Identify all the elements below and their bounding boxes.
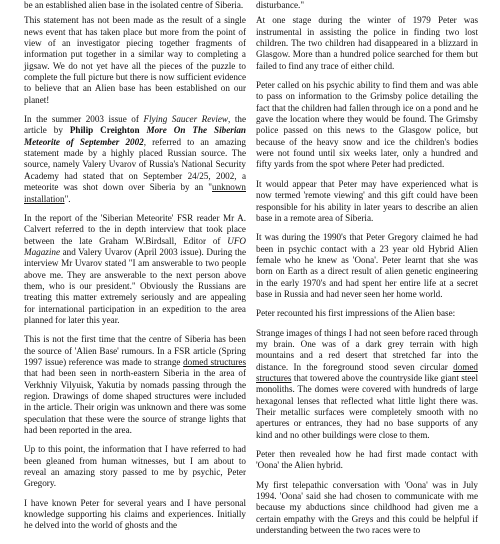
underlined-phrase: unknown installation	[24, 182, 246, 204]
text-run: In the report of the 'Siberian Meteorite' FSR reader Mr A. Calvert referred to the in depth interview that took place between the late Graham W.Birdsall, Editor of	[24, 212, 246, 246]
text-run	[140, 125, 147, 135]
right-column	[256, 0, 478, 544]
paragraph: Up to this point, the information that I have referred to had been gleaned from human witnesses, but I am about to reveal an amazing story passed to me by psychic, Peter Gregory.	[24, 444, 246, 489]
magazine-title: UFO Magazine	[24, 235, 246, 257]
paragraph: It would appear that Peter may have experienced what is now termed 'remote viewing' and this gift could have been responsible for his ability in later years to describe an alien base in a remote area of Siberia.	[256, 178, 478, 223]
text-run: that had been seen in north-eastern Siberia in the area of Verkhniy Vilyuisk, Yakutia by nomads passing through the region. Drawings of dome shaped structures were included in the article. Their origin was unknown and there was some speculation that these were the source of strange lights that had been reported in the area.	[24, 368, 246, 436]
author-name: Philip Creighton	[69, 125, 140, 136]
paragraph: Peter recounted his first impressions of the Alien base:	[256, 308, 456, 319]
quoted-paragraph: My first telepathic conversation with 'Oona' was in July 1994. 'Oona' said she had chosen to communicate with me because my abductions since childhood had given me a certain empathy with the Greys and this could be helpful if understanding between the two races were to	[256, 479, 478, 536]
paragraph: Peter called on his psychic ability to find them and was able to pass on information to the Grimsby police detailing the fact that the children had fallen through ice on a pond and he gave the location where they would be found. The Grimsby police passed on this news to the Glasgow police, but because of the heavy snow and ice the children's bodies were not found until six weeks later, only a hundred and fifty yards from the spot where Peter had predicted.	[256, 80, 478, 170]
paragraph	[24, 114, 246, 205]
text-run: In the summer 2003 issue of	[24, 114, 144, 125]
underlined-phrase: domed structures	[183, 356, 246, 367]
paragraph: be an established alien base in the isolated centre of Siberia.	[24, 0, 244, 10]
paragraph: This statement has not been made as the result of a single news event that has taken place but more from the point of view of an investigator piecing together fragments of information put together in a similar way to completing a jigsaw. We do not yet have all the pieces of the puzzle to complete the full picture but there is now sufficient evidence to believe that an Alien base has been established on our planet!	[24, 15, 246, 105]
paragraph	[24, 334, 246, 436]
text-run: This is not the first time that the centre of Siberia has been the source of 'Alien Base' rumours. In a FSR article (Spring 1997 issue) reference was made to strange	[24, 334, 246, 367]
paragraph: At one stage during the winter of 1979 Peter was instrumental in assisting the police in finding two lost children. The two children had disappeared in a blizzard in Glasgow. More than a hundred police searched for them but failed to find any trace of either child.	[256, 15, 478, 71]
text-run: ".	[64, 193, 71, 204]
text-run: and Valery Uvarov (April 2003 issue). During the interview Mr Uvarov stated "I am answerable to two people above me. They are answerable to the next person above them, who is our president." Obviously the Russians are treating this matter extremely seriously and are appealing for international participation in an expedition to the area planned for later this year.	[24, 246, 246, 325]
text-run: Strange images of things I had not seen before raced through my brain. One was of a dark grey terrain with high mountains and a red desert that stretched far into the distance. In the foreground stood seven circular	[256, 327, 478, 372]
quoted-paragraph	[256, 328, 478, 441]
paragraph	[24, 213, 246, 326]
paragraph: disturbance."	[256, 0, 305, 10]
paragraph: I have known Peter for several years and I have personal knowledge supporting his claims and experiences. Initially he delved into the world of ghosts and the	[24, 497, 246, 531]
text-run: , the article by	[24, 114, 246, 136]
paragraph: Peter then revealed how he had first made contact with 'Oona' the Alien hybrid.	[256, 449, 478, 471]
text-run: , referred to an amazing statement made by a highly placed Russian source. The source, namely Valery Uvarov of Russia's National Security Academy had stated that on September 24/25, 2002, a meteorite was shot down over Siberia by an "	[24, 136, 246, 193]
article-title: More On The Siberian Meteorite of September 2002	[24, 125, 246, 147]
left-column	[24, 0, 246, 540]
paragraph: It was during the 1990's that Peter Gregory claimed he had been in psychic contact with a 23 year old Hybrid Alien female who he knew as 'Oona'. Peter learnt that she was born on Earth as a direct result of alien genetic engineering in the early 1970's and had spent her entire life at a secret base in Russia and had never seen her home world.	[256, 232, 478, 299]
magazine-title: Flying Saucer Review	[143, 114, 229, 125]
underlined-phrase: domed structures	[256, 361, 478, 383]
text-run: that towered above the countryside like giant steel monoliths. The domes were covered with hundreds of large hexagonal lenses that reflected what little light there was. Their metallic surfaces were completely smooth with no apertures or entrances, they had no base supports of any kind and no other buildings were close to them.	[256, 372, 478, 440]
